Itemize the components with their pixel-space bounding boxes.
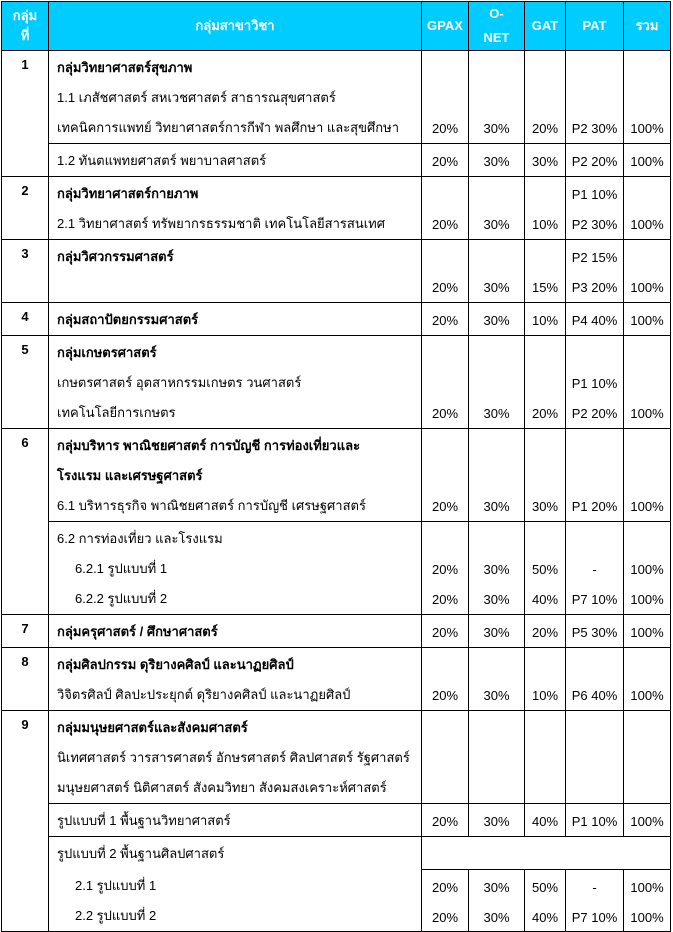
total-cell [624, 51, 671, 144]
group-title: โรงแรม และเศรษฐศาสตร์ [57, 468, 203, 483]
gat-cell [525, 177, 566, 240]
gpax-value [422, 522, 468, 552]
field-line: รูปแบบที่ 2 พื้นฐานศิลปศาสตร์ [57, 846, 225, 861]
pat-cell [566, 522, 624, 615]
gpax-cell [422, 303, 469, 336]
total-value: 100% [630, 499, 664, 514]
gat-cell [525, 51, 566, 144]
onet-value: 30% [483, 406, 510, 421]
onet-value [469, 240, 524, 270]
pat-cell [566, 615, 624, 648]
field-line: วิจิตรศิลป์ ศิลปะประยุกต์ ดุริยางคศิลป์ และนาฏยศิลป์ [57, 687, 351, 702]
total-value: 100% [630, 280, 664, 295]
total-cell [624, 804, 671, 837]
gat-value [525, 429, 565, 459]
pat-value: P1 10% [571, 376, 618, 391]
gat-value: 10% [531, 217, 559, 232]
gpax-value: 20% [431, 280, 459, 295]
group-number: 8 [2, 648, 49, 711]
gpax-cell [422, 51, 469, 144]
onet-value [469, 366, 524, 396]
table-row [2, 869, 671, 932]
onet-value [469, 648, 524, 678]
pat-value: P1 20% [571, 499, 618, 514]
total-value [624, 336, 670, 366]
group-number: 7 [2, 615, 49, 648]
gat-value: 30% [531, 499, 559, 514]
merged-empty-cell [422, 837, 671, 870]
gpax-value: 20% [431, 879, 459, 895]
gpax-value: 20% [431, 154, 459, 169]
gat-cell [525, 429, 566, 522]
gpax-value [422, 711, 468, 741]
gat-value: 30% [531, 154, 559, 169]
pat-value [566, 711, 623, 741]
field-line: เทคโนโลยีการเกษตร [57, 405, 176, 420]
pat-value: P7 10% [571, 909, 618, 925]
gpax-value: 20% [431, 592, 459, 607]
gpax-value: 20% [431, 217, 459, 232]
pat-value [566, 741, 623, 771]
group-number: 9 [2, 711, 49, 932]
gpax-cell [422, 615, 469, 648]
onet-value [469, 81, 524, 111]
pat-value: P2 30% [571, 121, 618, 136]
gat-value: 40% [531, 909, 559, 925]
total-cell [624, 522, 671, 615]
field-line: รูปแบบที่ 1 พื้นฐานวิทยาศาสตร์ [57, 813, 231, 828]
gpax-value [422, 366, 468, 396]
table-row [2, 648, 671, 711]
group-title: กลุ่มวิทยาศาสตร์กายภาพ [57, 186, 199, 201]
header-pat: PAT [566, 2, 624, 51]
gat-cell [525, 336, 566, 429]
total-value [624, 459, 670, 489]
admission-weight-table [1, 1, 671, 932]
gpax-value [422, 648, 468, 678]
onet-value [469, 522, 524, 552]
total-value: 100% [630, 879, 664, 895]
pat-cell [566, 240, 624, 303]
table-row [2, 804, 671, 837]
field-line: เกษตรศาสตร์ อุตสาหกรรมเกษตร วนศาสตร์ [57, 375, 302, 390]
gat-value: 40% [531, 592, 559, 607]
field-name-cell [49, 615, 422, 648]
header-gat: GAT [525, 2, 566, 51]
table-row [2, 144, 671, 177]
total-value [624, 771, 670, 801]
onet-cell [469, 615, 525, 648]
field-name-cell [49, 837, 422, 870]
gpax-value [422, 177, 468, 207]
pat-value: - [592, 562, 597, 577]
total-cell [624, 336, 671, 429]
field-line: 6.2 การท่องเที่ยว และโรงแรม [57, 531, 223, 546]
field-line [49, 272, 421, 302]
field-line: 2.2 รูปแบบที่ 2 [75, 908, 157, 923]
gpax-value [422, 51, 468, 81]
total-value [624, 711, 670, 741]
pat-cell [566, 336, 624, 429]
gat-cell [525, 711, 566, 804]
onet-value [469, 177, 524, 207]
total-value [624, 240, 670, 270]
group-number: 6 [2, 429, 49, 615]
onet-value: 30% [483, 562, 510, 577]
group-number: 3 [2, 240, 49, 303]
field-line: 2.1 วิทยาศาสตร์ ทรัพยากรธรรมชาติ เทคโนโลยีสารสนเทศ [57, 216, 385, 231]
gat-value [525, 336, 565, 366]
gpax-value: 20% [431, 814, 459, 829]
gpax-value [422, 459, 468, 489]
onet-cell [469, 336, 525, 429]
gpax-value [422, 81, 468, 111]
gpax-cell [422, 240, 469, 303]
onet-cell [469, 522, 525, 615]
pat-cell [566, 804, 624, 837]
gpax-value: 20% [431, 688, 459, 703]
field-line: มนุษยศาสตร์ นิติศาสตร์ สังคมวิทยา สังคมสงเคราะห์ศาสตร์ [57, 780, 387, 795]
table-row [2, 837, 671, 870]
group-title: กลุ่มครุศาสตร์ / ศึกษาศาสตร์ [57, 624, 218, 639]
total-value [624, 51, 670, 81]
field-name-cell [49, 711, 422, 804]
onet-value: 30% [483, 592, 510, 607]
table-row [2, 303, 671, 336]
total-cell [624, 429, 671, 522]
table-row [2, 429, 671, 522]
gpax-cell [422, 429, 469, 522]
table-row [2, 711, 671, 804]
gpax-value [422, 741, 468, 771]
gat-cell [525, 869, 566, 932]
total-value: 100% [630, 814, 664, 829]
gpax-cell [422, 648, 469, 711]
gat-value: 50% [531, 562, 559, 577]
total-cell [624, 177, 671, 240]
gpax-value: 20% [431, 909, 459, 925]
gpax-value: 20% [431, 562, 459, 577]
onet-cell [469, 303, 525, 336]
pat-value [566, 459, 623, 489]
pat-value: P2 20% [571, 154, 618, 169]
gat-value [525, 177, 565, 207]
group-number: 4 [2, 303, 49, 336]
total-value: 100% [630, 592, 664, 607]
pat-value: P2 20% [571, 406, 618, 421]
onet-value: 30% [483, 879, 510, 895]
field-name-cell [49, 303, 422, 336]
gpax-value: 20% [431, 313, 459, 328]
total-cell [624, 869, 671, 932]
gat-cell [525, 144, 566, 177]
field-line: 6.1 บริหารธุรกิจ พาณิชยศาสตร์ การบัญชี เศรษฐศาสตร์ [57, 498, 366, 513]
total-value: 100% [630, 121, 664, 136]
gat-value [525, 240, 565, 270]
field-name-cell [49, 804, 422, 837]
onet-cell [469, 240, 525, 303]
onet-value [469, 741, 524, 771]
table-row [2, 240, 671, 303]
total-cell [624, 144, 671, 177]
gat-value [525, 741, 565, 771]
pat-value: P1 10% [571, 814, 618, 829]
gpax-value [422, 240, 468, 270]
gat-value: 10% [531, 313, 559, 328]
field-name-cell [49, 144, 422, 177]
gpax-value: 20% [431, 121, 459, 136]
pat-value: P7 10% [571, 592, 618, 607]
field-name-cell [49, 51, 422, 144]
total-value [624, 522, 670, 552]
onet-cell [469, 711, 525, 804]
onet-cell [469, 177, 525, 240]
group-number: 1 [2, 51, 49, 177]
gpax-value [422, 336, 468, 366]
pat-value: P2 15% [571, 250, 618, 265]
total-value: 100% [630, 217, 664, 232]
onet-value: 30% [483, 499, 510, 514]
pat-value [566, 648, 623, 678]
onet-value: 30% [483, 909, 510, 925]
field-name-cell [49, 240, 422, 303]
group-title: กลุ่มวิทยาศาสตร์สุขภาพ [57, 60, 193, 75]
total-value: 100% [630, 562, 664, 577]
total-value [624, 81, 670, 111]
gat-value [525, 771, 565, 801]
total-cell [624, 648, 671, 711]
gat-value: 50% [531, 879, 559, 895]
gat-value: 10% [531, 688, 559, 703]
onet-value: 30% [483, 280, 510, 295]
table-row [2, 336, 671, 429]
field-name-cell [49, 429, 422, 522]
onet-value: 30% [483, 313, 510, 328]
onet-value: 30% [483, 688, 510, 703]
header-group-no: กลุ่มที่ [2, 2, 49, 51]
field-line: 1.1 เภสัชศาสตร์ สหเวชศาสตร์ สาธารณสุขศาสตร์ [57, 90, 336, 105]
gat-value [525, 522, 565, 552]
pat-cell [566, 144, 624, 177]
onet-cell [469, 648, 525, 711]
table-header-row [2, 2, 671, 51]
gat-value: 20% [531, 121, 559, 136]
pat-value: P1 10% [571, 187, 618, 202]
gat-cell [525, 648, 566, 711]
gpax-cell [422, 869, 469, 932]
gat-cell [525, 303, 566, 336]
pat-cell [566, 711, 624, 804]
group-number: 5 [2, 336, 49, 429]
pat-value: - [592, 879, 597, 895]
gat-value [525, 51, 565, 81]
onet-value: 30% [483, 154, 510, 169]
onet-value [469, 336, 524, 366]
total-value: 100% [630, 154, 664, 169]
gat-cell [525, 240, 566, 303]
group-title: กลุ่มสถาปัตยกรรมศาสตร์ [57, 312, 199, 327]
onet-value: 30% [483, 121, 510, 136]
onet-value: 30% [483, 625, 510, 640]
pat-value [566, 771, 623, 801]
group-title: กลุ่มบริหาร พาณิชยศาสตร์ การบัญชี การท่องเที่ยวและ [57, 438, 361, 453]
group-title: กลุ่มมนุษยศาสตร์และสังคมศาสตร์ [57, 720, 248, 735]
onet-cell [469, 429, 525, 522]
pat-value: P2 30% [571, 217, 618, 232]
field-line: เทคนิคการแพทย์ วิทยาศาสตร์การกีฬา พลศึกษา และสุขศึกษา [57, 120, 399, 135]
total-value: 100% [630, 688, 664, 703]
pat-value [566, 51, 623, 81]
pat-cell [566, 51, 624, 144]
field-line: 6.2.1 รูปแบบที่ 1 [75, 561, 168, 576]
onet-cell [469, 804, 525, 837]
pat-value: P3 20% [571, 280, 618, 295]
total-cell [624, 240, 671, 303]
onet-value: 30% [483, 814, 510, 829]
table-row [2, 615, 671, 648]
table-row [2, 177, 671, 240]
gat-value: 20% [531, 406, 559, 421]
onet-value [469, 711, 524, 741]
total-value [624, 648, 670, 678]
pat-value [566, 336, 623, 366]
gat-value [525, 459, 565, 489]
pat-value: P5 30% [571, 625, 618, 640]
onet-value: 30% [483, 217, 510, 232]
onet-value [469, 771, 524, 801]
pat-value: P6 40% [571, 688, 618, 703]
header-total: รวม [624, 2, 671, 51]
gat-value [525, 648, 565, 678]
gpax-cell [422, 711, 469, 804]
total-value [624, 429, 670, 459]
gpax-cell [422, 522, 469, 615]
total-cell [624, 711, 671, 804]
header-field: กลุ่มสาขาวิชา [49, 2, 422, 51]
gat-value [525, 81, 565, 111]
group-title: กลุ่มศิลปกรรม ดุริยางคศิลป์ และนาฏยศิลป์ [57, 657, 294, 672]
group-title: กลุ่มเกษตรศาสตร์ [57, 345, 157, 360]
gpax-value: 20% [431, 406, 459, 421]
gpax-cell [422, 804, 469, 837]
gpax-value: 20% [431, 499, 459, 514]
pat-value [566, 522, 623, 552]
pat-cell [566, 648, 624, 711]
pat-cell [566, 303, 624, 336]
pat-cell [566, 869, 624, 932]
pat-value [566, 81, 623, 111]
pat-value [566, 429, 623, 459]
field-name-cell [49, 336, 422, 429]
header-gpax: GPAX [422, 2, 469, 51]
gat-cell [525, 615, 566, 648]
total-cell [624, 615, 671, 648]
onet-value [469, 429, 524, 459]
onet-cell [469, 869, 525, 932]
onet-value [469, 51, 524, 81]
gat-value: 20% [531, 625, 559, 640]
total-value [624, 741, 670, 771]
onet-value [469, 459, 524, 489]
total-value: 100% [630, 625, 664, 640]
field-name-cell [49, 648, 422, 711]
field-name-cell [49, 522, 422, 615]
group-title: กลุ่มวิศวกรรมศาสตร์ [57, 249, 174, 264]
onet-cell [469, 51, 525, 144]
pat-cell [566, 177, 624, 240]
pat-cell [566, 429, 624, 522]
gat-value [525, 366, 565, 396]
field-line: 1.2 ทันตแพทยศาสตร์ พยาบาลศาสตร์ [57, 153, 267, 168]
field-line: 6.2.2 รูปแบบที่ 2 [75, 591, 168, 606]
field-line: นิเทศศาสตร์ วารสารศาสตร์ อักษรศาสตร์ ศิลปศาสตร์ รัฐศาสตร์ [57, 750, 410, 765]
gat-value [525, 711, 565, 741]
gpax-value: 20% [431, 625, 459, 640]
table-row [2, 51, 671, 144]
gpax-cell [422, 177, 469, 240]
field-line: 2.1 รูปแบบที่ 1 [75, 878, 157, 893]
pat-value: P4 40% [571, 313, 618, 328]
gpax-cell [422, 336, 469, 429]
total-value: 100% [630, 406, 664, 421]
table-row [2, 522, 671, 615]
gat-value: 15% [531, 280, 559, 295]
onet-cell [469, 144, 525, 177]
field-name-cell [49, 869, 422, 932]
group-number: 2 [2, 177, 49, 240]
gpax-cell [422, 144, 469, 177]
gat-value: 40% [531, 814, 559, 829]
gpax-value [422, 429, 468, 459]
gpax-value [422, 771, 468, 801]
total-value: 100% [630, 909, 664, 925]
field-name-cell [49, 177, 422, 240]
gat-cell [525, 804, 566, 837]
gat-cell [525, 522, 566, 615]
total-cell [624, 303, 671, 336]
total-value [624, 366, 670, 396]
total-value [624, 177, 670, 207]
header-onet: O-NET [469, 2, 525, 51]
total-value: 100% [630, 313, 664, 328]
